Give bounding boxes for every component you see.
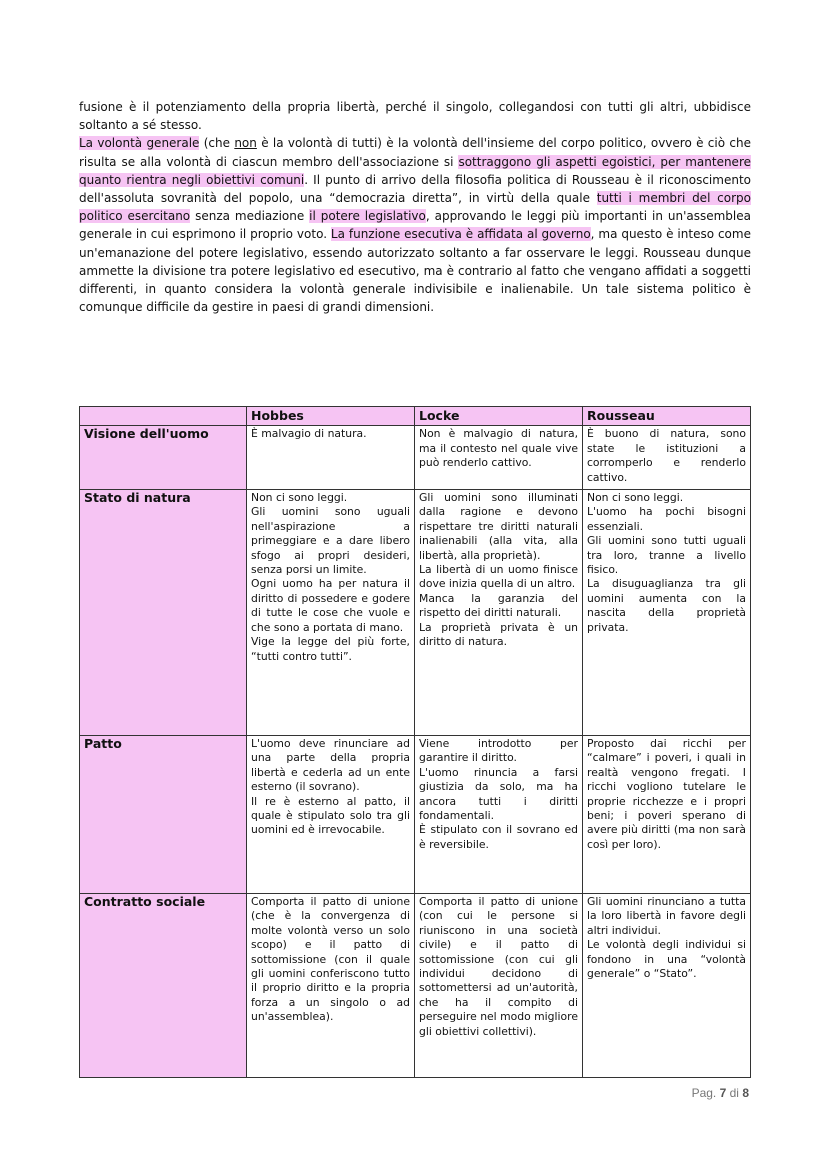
page-number: Pag. 7 di 8: [691, 1086, 749, 1100]
cell-hobbes: L'uomo deve rinunciare ad una parte della propria libertà e cederla ad un ente esterno (il sovrano). Il re è esterno al patto, il quale è stipulato solo tra gli uomini ed è irrevocabile.: [247, 736, 415, 894]
intro-paragraph-2: La volontà generale (che non è la volontà di tutti) è la volontà dell'insieme del corpo politico, ovvero è ciò che risulta se alla volontà di ciascun membro dell'associazione si sottraggono gli aspetti egoistici, per mantenere quanto rientra negli obiettivi comuni. Il punto di arrivo della filosofia politica di Rousseau è il riconoscimento dell'assoluta sovranità del popolo, una “democrazia diretta”, in virtù della quale tutti i membri del corpo politico esercitano senza mediazione il potere legislativo, approvando le leggi più importanti in un'assemblea generale in cui esprimono il proprio voto. La funzione esecutiva è affidata al governo, ma questo è inteso come un'emanazione del potere legislativo, essendo autorizzato soltanto a far osservare le leggi. Rousseau dunque ammette la divisione tra potere legislativo ed esecutivo, ma è contrario al fatto che vengano affidati a soggetti differenti, in quanto considera la volontà generale indivisibile e inalienabile. Un tale sistema politico è comunque difficile da gestire in paesi di grandi dimensioni.: [79, 136, 751, 315]
table-row: [80, 894, 751, 1078]
table-row: [80, 426, 751, 490]
header-locke: Locke: [415, 407, 583, 426]
highlight-potere-legislativo: il potere legislativo: [309, 209, 426, 224]
underlined-non: non: [234, 136, 257, 151]
cell-hobbes: Non ci sono leggi. Gli uomini sono uguali nell'aspirazione a primeggiare e a dare libero sfogo ai propri desideri, senza porsi un limite. Ogni uomo ha per natura il diritto di possedere e godere di tutte le cose che vuole e che sono a portata di mano. Vige la legge del più forte, “tutti contro tutti”.: [247, 490, 415, 736]
highlight-tutti-i-membri: tutti i membri del corpo politico esercitano: [79, 191, 751, 224]
header-empty: [80, 407, 247, 426]
cell-rousseau: Gli uomini rinunciano a tutta la loro libertà in favore degli altri individui. Le volontà degli individui si fondono in una “volontà generale” o “Stato”.: [583, 894, 751, 1078]
header-hobbes: Hobbes: [247, 407, 415, 426]
intro-text: [79, 98, 751, 316]
cell-rousseau: Proposto dai ricchi per “calmare” i poveri, i quali in realtà vengono fregati. I ricchi vogliono tutelare le proprie ricchezze e i propri beni; i poveri sperano di avere più diritti (ma non sarà così per loro).: [583, 736, 751, 894]
cell-locke: Gli uomini sono illuminati dalla ragione e devono rispettare tre diritti naturali inalienabili (alla vita, alla libertà, alla proprietà). La libertà di un uomo finisce dove inizia quella di un altro. Manca la garanzia del rispetto dei diritti naturali. La proprietà privata è un diritto di natura.: [415, 490, 583, 736]
highlight-funzione-esecutiva: La funzione esecutiva è affidata al governo: [330, 227, 591, 242]
cell-locke: Comporta il patto di unione (con cui le persone si riuniscono in una società civile) e il patto di sottomissione (con cui gli individui decidono di sottomettersi ad un'autorità, che ha il compito di perseguire nel modo migliore gli obiettivi collettivi).: [415, 894, 583, 1078]
row-label: Stato di natura: [80, 490, 247, 736]
table-row: [80, 490, 751, 736]
cell-rousseau: È buono di natura, sono state le istituzioni a corromperlo e renderlo cattivo.: [583, 426, 751, 490]
row-label: Visione dell'uomo: [80, 426, 247, 490]
intro-paragraph-1: fusione è il potenziamento della propria libertà, perché il singolo, collegandosi con tutti gli altri, ubbidisce soltanto a sé stesso.: [79, 100, 751, 133]
table-row: [80, 736, 751, 894]
cell-hobbes: È malvagio di natura.: [247, 426, 415, 490]
row-label: Patto: [80, 736, 247, 894]
comparison-table: [79, 406, 751, 1078]
cell-hobbes: Comporta il patto di unione (che è la convergenza di molte volontà verso un solo scopo) e il patto di sottomissione (con il quale gli uomini conferiscono tutto il proprio diritto e la propria forza a un singolo o ad un'assemblea).: [247, 894, 415, 1078]
cell-rousseau: Non ci sono leggi. L'uomo ha pochi bisogni essenziali. Gli uomini sono tutti uguali tra loro, tranne a livello fisico. La disuguaglianza tra gli uomini aumenta con la nascita della proprietà privata.: [583, 490, 751, 736]
cell-locke: Viene introdotto per garantire il diritto. L'uomo rinuncia a farsi giustizia da solo, ma ha ancora tutti i diritti fondamentali. È stipulato con il sovrano ed è reversibile.: [415, 736, 583, 894]
highlight-volonta-generale: La volontà generale: [79, 136, 200, 151]
header-rousseau: Rousseau: [583, 407, 751, 426]
cell-locke: Non è malvagio di natura, ma il contesto nel quale vive può renderlo cattivo.: [415, 426, 583, 490]
table-header-row: [80, 407, 751, 426]
row-label: Contratto sociale: [80, 894, 247, 1078]
highlight-sottraggono: sottraggono gli aspetti egoistici, per mantenere quanto rientra negli obiettivi comuni: [79, 154, 751, 187]
